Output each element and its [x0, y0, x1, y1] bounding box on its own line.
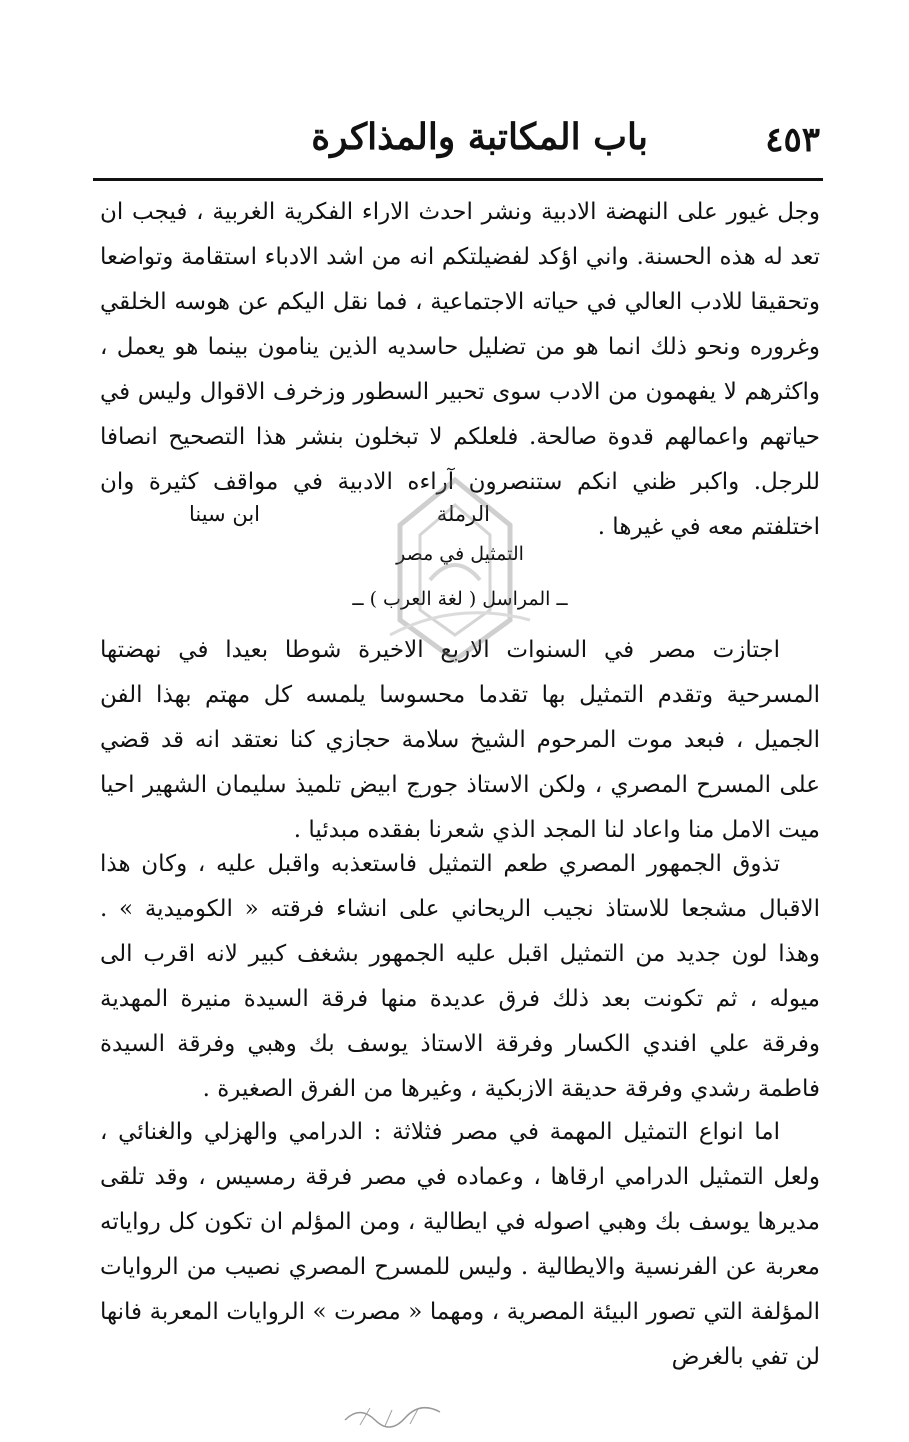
footer-ornament [340, 1400, 450, 1430]
page-header [100, 112, 820, 178]
library-seal-watermark [360, 470, 550, 670]
signature-name: ابن سينا [188, 502, 260, 526]
letter-body: وجل غيور على النهضة الادبية ونشر احدث الاراء الفكرية الغربية ، فيجب ان تعد له هذه الحسنة. واني اؤكد لفضيلتكم انه من اشد الادباء استقامة وتواضعا وتحقيقا للادب العالي في حياته الاجتماعية ، فما نقل اليكم عن هوسه الخلقي وغروره ونحو ذلك انما هو من تضليل حاسديه الذين ينامون بينما هو يعمل ، واكثرهم لا يفهمون من الادب سوى تحبير السطور وزخرف الاقوال وليس في حياتهم واعمالهم قدوة صالحة. فلعلكم لا تبخلون بنشر هذا التصحيح انصافا للرجل. واكبر ظني انكم ستنصرون آراءه الادبية في مواقف كثيرة وان اختلفتم معه في غيرها . [100, 199, 820, 540]
paragraph: تذوق الجمهور المصري طعم التمثيل فاستعذبه واقبل عليه ، وكان هذا الاقبال مشجعا للاستاذ نجيب الريحاني على انشاء فرقته « الكوميدية » . وهذا لون جديد من التمثيل اقبل عليه الجمهور بشغف كبير لانه اقرب الى ميوله ، ثم تكونت بعد ذلك فرق عديدة منها فرقة السيدة منيرة المهدية وفرقة علي افندي الكسار وفرقة الاستاذ يوسف بك وهبي وفرقة السيدة فاطمة رشدي وفرقة حديقة الازبكية ، وغيرها من الفرق الصغيرة . [100, 851, 820, 1102]
running-title: باب المكاتبة والمذاكرة [311, 116, 648, 158]
signature-place: الرملة [436, 502, 490, 526]
section-subtitle: ــ المراسل ( لغة العرب ) ــ [352, 588, 568, 610]
paragraph: اما انواع التمثيل المهمة في مصر فثلاثة : الدرامي والهزلي والغنائي ، ولعل التمثيل الدرامي ارقاها ، وعماده في مصر فرقة رمسيس ، وقد تلقى مديرها يوسف بك وهبي اصوله في ايطالية ، ومن المؤلم ان تكون كل رواياته معربة عن الفرنسية والايطالية . وليس للمسرح المصري نصيب من الروايات المؤلفة التي تصور البيئة المصرية ، ومهما « مصرت » الروايات المعربة فانها لن تفي بالغرض [100, 1119, 820, 1370]
page-number: ٤٥٣ [765, 120, 820, 160]
header-rule [93, 178, 823, 181]
paragraph: اجتازت مصر في السنوات الاربع الاخيرة شوطا بعيدا في نهضتها المسرحية وتقدم التمثيل بها تقدما محسوسا يلمسه كل مهتم بهذا الفن الجميل ، فبعد موت المرحوم الشيخ سلامة حجازي كنا نعتقد انه قد قضي على المسرح المصري ، ولكن الاستاذ جورج ابيض تلميذ سليمان الشهير احيا ميت الامل منا واعاد لنا المجد الذي شعرنا بفقده مبدئيا . [100, 637, 820, 843]
section-title: التمثيل في مصر [396, 543, 524, 565]
